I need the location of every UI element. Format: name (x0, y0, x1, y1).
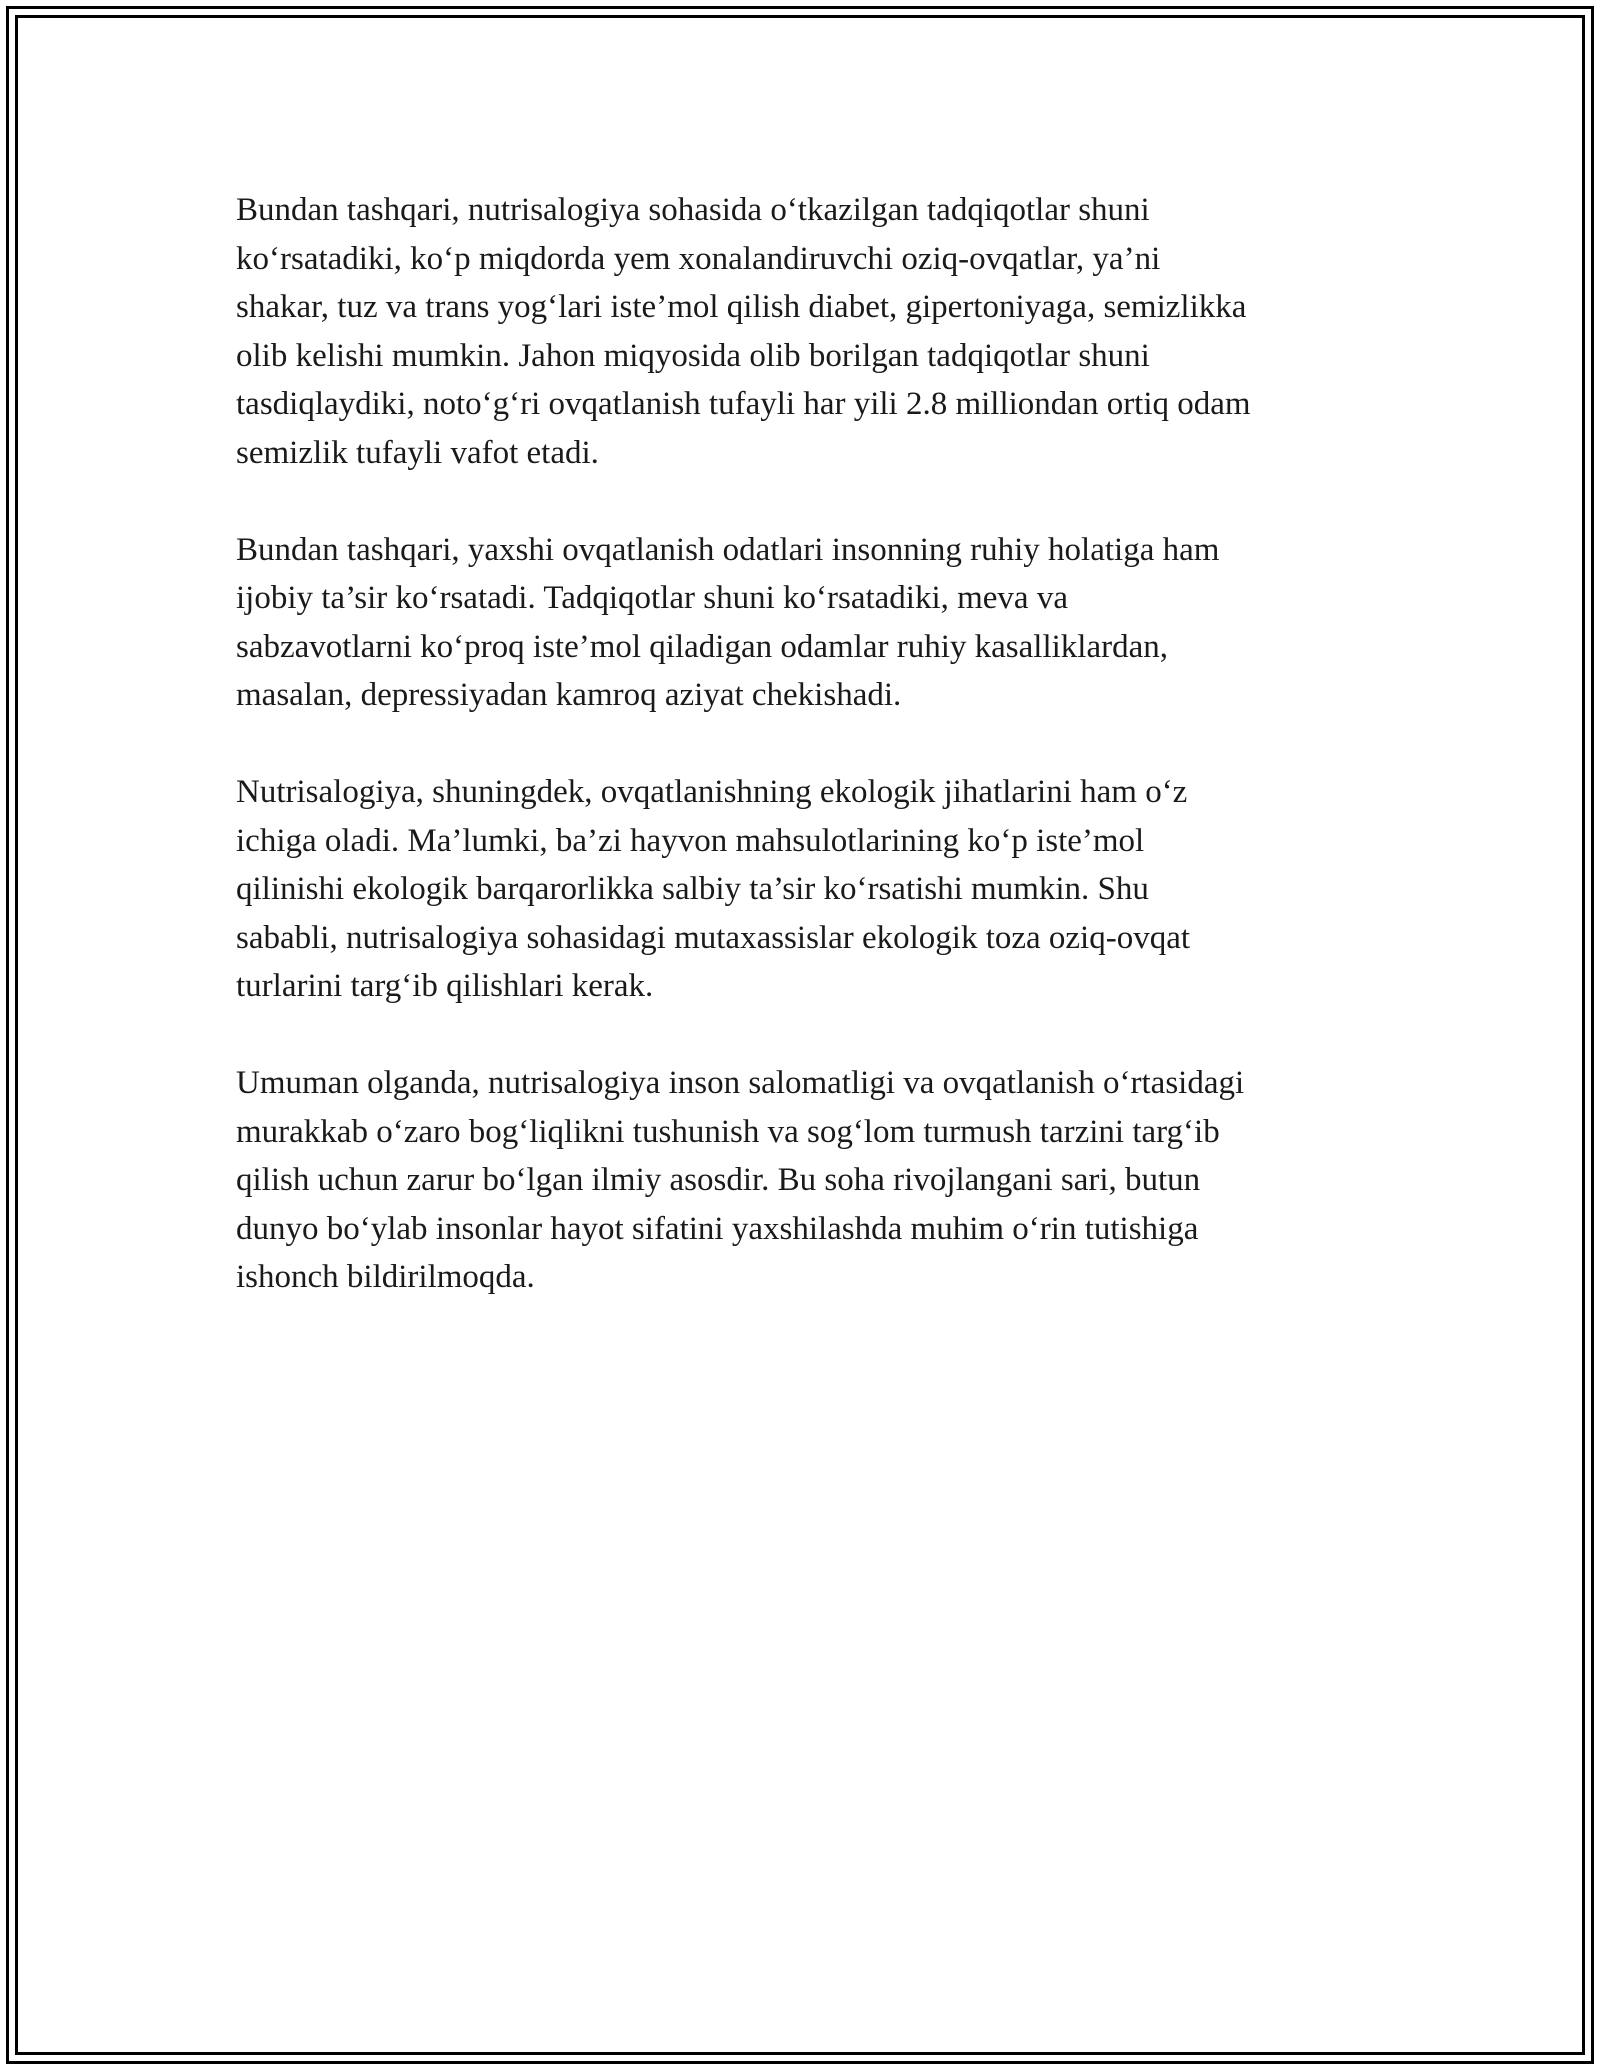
paragraph-2: Bundan tashqari, yaxshi ovqatlanish odatlari insonning ruhiy holatiga ham ijobiy ta’sir ko‘rsatadi. Tadqiqotlar shuni ko‘rsatadiki, meva va sabzavotlarni ko‘proq iste’mol qiladigan odamlar ruhiy kasalliklardan, masalan, depressiyadan kamroq aziyat chekishadi. (236, 531, 1220, 713)
document-body (236, 186, 1376, 1350)
paragraph-3: Nutrisalogiya, shuningdek, ovqatlanishning ekologik jihatlarini ham o‘z ichiga oladi. Ma’lumki, ba’zi hayvon mahsulotlarining ko‘p iste’mol qilinishi ekologik barqarorlikka salbiy ta’sir ko‘rsatishi mumkin. Shu sababli, nutrisalogiya sohasidagi mutaxassislar ekologik toza oziq-ovqat turlarini targ‘ib qilishlari kerak. (236, 774, 1191, 1004)
paragraph-1: Bundan tashqari, nutrisalogiya sohasida o‘tkazilgan tadqiqotlar shuni ko‘rsatadiki, ko‘p miqdorda yem xonalandiruvchi oziq-ovqatlar, ya’ni shakar, tuz va trans yog‘lari iste’mol qilish diabet, gipertoniyaga, semizlikka olib kelishi mumkin. Jahon miqyosida olib borilgan tadqiqotlar shuni tasdiqlaydiki, noto‘g‘ri ovqatlanish tufayli har yili 2.8 milliondan ortiq odam semizlik tufayli vafot etadi. (236, 192, 1251, 471)
paragraph-4: Umuman olganda, nutrisalogiya inson salomatligi va ovqatlanish o‘rtasidagi murakkab o‘zaro bog‘liqlikni tushunish va sog‘lom turmush tarzini targ‘ib qilish uchun zarur bo‘lgan ilmiy asosdir. Bu soha rivojlangani sari, butun dunyo bo‘ylab insonlar hayot sifatini yaxshilashda muhim o‘rin tutishiga ishonch bildirilmoqda. (236, 1065, 1245, 1295)
